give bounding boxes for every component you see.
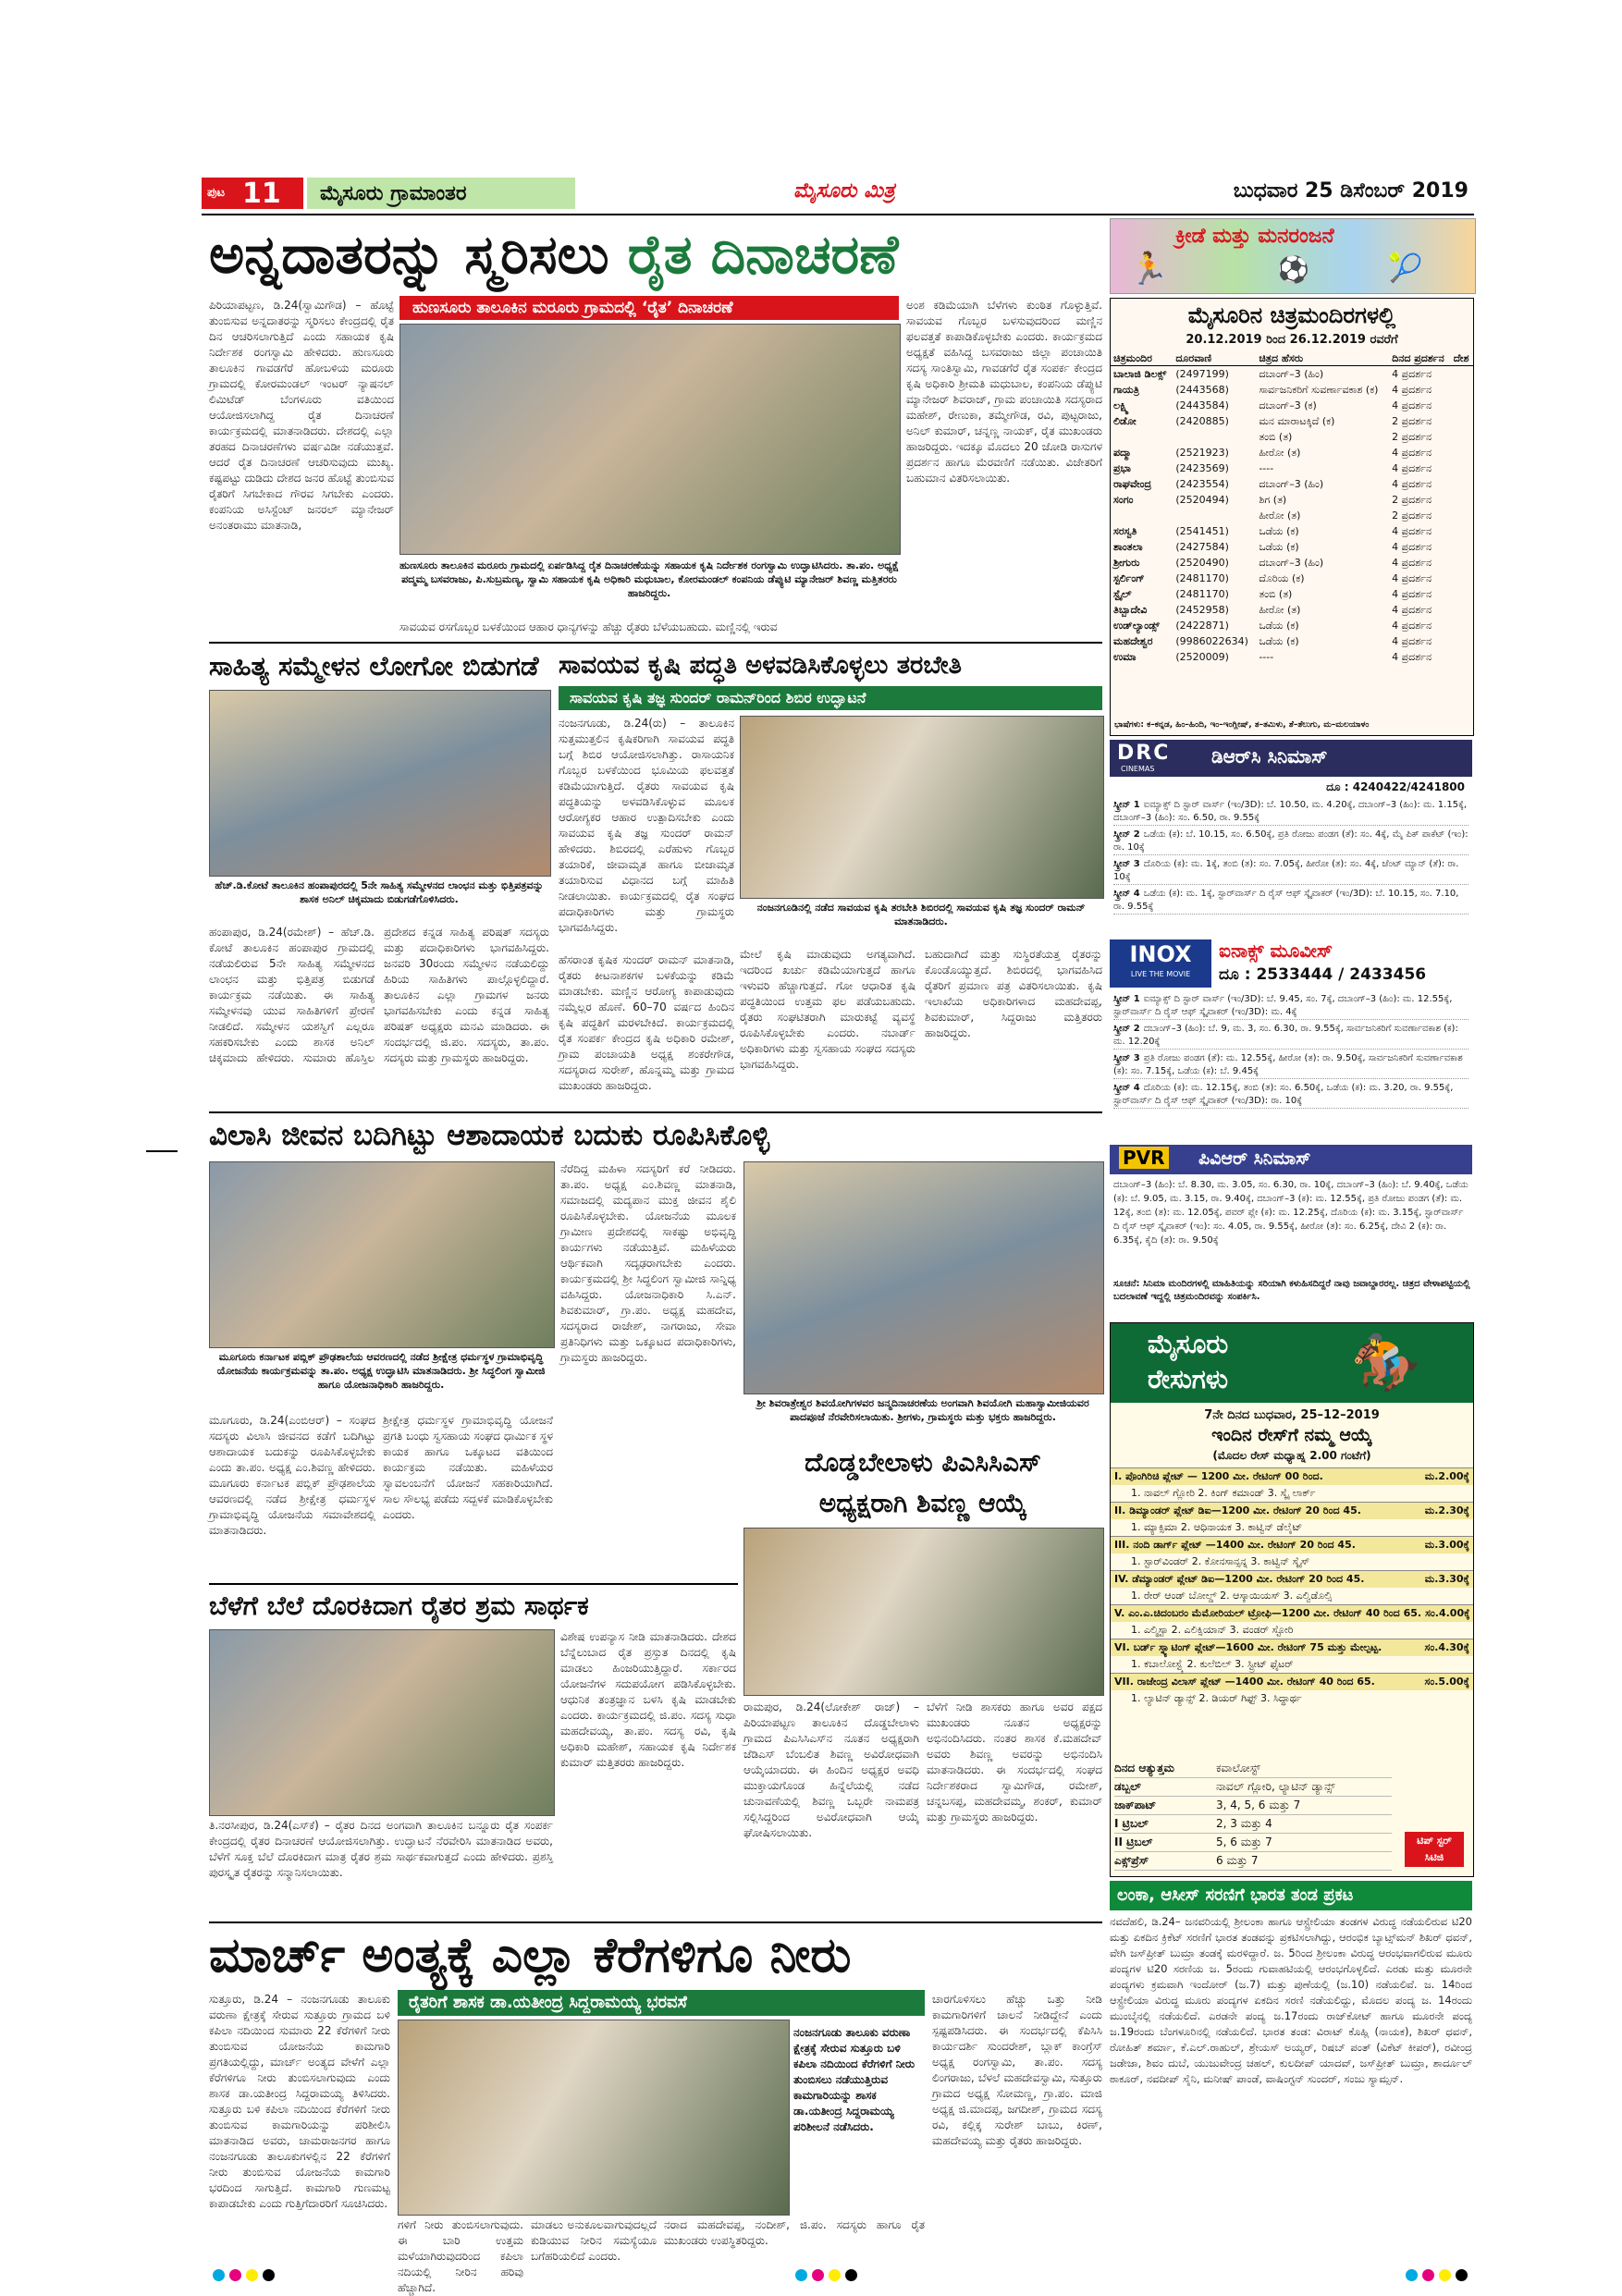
cinema-cell: ದಬಾಂಗ್–3 (ಹಿಂ) [1259,368,1324,380]
lead-photo-caption: ಹುಣಸೂರು ತಾಲೂಕಿನ ಮರೂರು ಗ್ರಾಮದಲ್ಲಿ ಏರ್ಪಡಿಸಿದ್ದ ರೈತ ದಿನಾಚರಣೆಯನ್ನು ಸಹಾಯಕ ಕೃಷಿ ನಿರ್ದೇಶಕ ರಂಗಸ್ವಾಮಿ ಉದ್ಘಾಟಿಸಿದರು. ತಾ.ಪಂ. ಅಧ್ಯಕ್ಷೆ ಪದ್ಮಮ್ಮ ಬಸವರಾಜು, ಪಿ.ಸುಬ್ರಮಣ್ಯ, ಸ್ವಾಮಿ ಸಹಾಯಕ ಕೃಷಿ ಅಧಿಕಾರಿ ಮಧುಬಾಲ, ಕೋರಮಂಡಲ್ ಕಂಪನಿಯ ಡೆಪ್ಯುಟಿ ಮ್ಯಾನೇಜರ್ ಶಿವಣ್ಣ ಮತ್ತಿತರರು ಹಾಜರಿದ್ದರು. [399,559,899,599]
cinema-box [1110,298,1474,736]
race-row-text: III. ನಂದಿ ಡಾರ್ಗ್ ಪ್ಲೇಟ್ —1400 ಮೀ. ರೇಟಿಂಗ್ 20 ರಿಂದ 45. [1114,1539,1356,1551]
march-col-2: ಗಳಿಗೆ ನೀರು ತುಂಬಿಸಲಾಗುವುದು. ಈ ಬಾರಿ ಉತ್ತಮ ಮಳೆಯಾಗಿರುವುದರಿಂದ ಕಪಿಲಾ ನದಿಯಲ್ಲಿ ನೀರಿನ ಹರಿವು ಹೆಚ್ಚಾಗಿದೆ. [398,2218,523,2294]
sports-icon-runner: 🏃 [1129,251,1169,288]
cinema-cell: 2 ಪ್ರದರ್ಶನ [1392,510,1432,522]
dodda-headline: ದೊಡ್ಡಬೇಲಾಳು ಪಿಎಸಿಸಿಎಸ್ ಅಧ್ಯಕ್ಷರಾಗಿ ಶಿವಣ್ಣ ಆಯ್ಕೆ [805,1447,1041,1518]
savayava-subhead: ಸಾವಯವ ಕೃಷಿ ತಜ್ಞ ಸುಂದರ್ ರಾಮನ್‌ರಿಂದ ಶಿಬಿರ ಉದ್ಘಾಟನೆ [559,686,1102,710]
race-row [1111,1690,1473,1707]
cinema-cell: 4 ಪ್ರದರ್ಶನ [1392,462,1432,474]
cinema-row [1111,460,1473,476]
cinema-cell: 2 ಪ್ರದರ್ಶನ [1392,431,1432,443]
drc-screen-line [1113,799,1468,826]
cinema-cell: ಶಾಂತಲಾ [1113,541,1143,553]
race-row-text: 1. ಮ್ಯಾಕ್ಸಿಮಾ 2. ಆಧಿನಾಯಕ 3. ಕಾಟ್ವಿನ್ ಡೆಲೈಟ್ [1131,1521,1303,1533]
race-summary-row [1114,1852,1392,1871]
cinema-cell: (2452958) [1175,604,1229,616]
race-summary-label: I ಟ್ರಿಬಲ್ [1114,1817,1149,1830]
race-header: ಮೈಸೂರು ರೇಸುಗಳು 🏇 [1111,1323,1473,1403]
page-date: ಬುಧವಾರ 25 ಡಿಸೆಂಬರ್ 2019 [1233,179,1468,203]
race-summary-value: ನಾವಲ್ ಗ್ಲೋರಿ, ಲ್ಯಾಟಿನ್ ಡ್ಯಾನ್ಸ್ [1216,1780,1335,1793]
cricket-headline-bar: ಲಂಕಾ, ಆಸೀಸ್ ಸರಣಿಗೆ ಭಾರತ ತಂಡ ಪ್ರಕಟ [1110,1881,1472,1910]
drc-screen-line [1113,858,1468,885]
dodda-photo [743,1528,1104,1696]
cinema-row [1111,523,1473,539]
race-row [1111,1639,1473,1656]
cinema-cell: (2443584) [1175,399,1229,411]
cinema-cell: (2481170) [1175,588,1229,600]
row-rule-2 [209,1111,1102,1113]
cinema-row [1111,382,1473,398]
cinema-cell: ಸ್ಟರ್ಲಿಂಗ್ [1113,572,1145,584]
registration-dot [1406,2269,1418,2281]
inox-screen-label: ಸ್ಕ್ರೀನ್ 1 [1113,994,1140,1004]
cinema-row [1111,398,1473,413]
cinema-cell: (2420885) [1175,415,1229,427]
cinema-cell: ಶ್ರೀಗುರು [1113,557,1140,569]
inox-title: ಐನಾಕ್ಸ್ ಮೂವೀಸ್ [1219,939,1333,962]
race-row-time: ಮ.2.30ಕ್ಕೆ [1424,1504,1469,1516]
cinema-row [1111,618,1473,633]
cinema-row [1111,476,1473,492]
horse-icon: 🏇 [1351,1331,1420,1395]
cinema-cell: ಪ್ರಭಾ [1113,462,1131,474]
cinema-cell: ಒಡೆಯ (ಕ) [1259,635,1299,647]
cinema-cell: ಬಾಲಾಜಿ ಡಿಲಕ್ಸ್ [1113,368,1167,380]
belege-headline: ಬೆಳೆಗೆ ಬೆಲೆ ದೊರಕಿದಾಗ ರೈತರ ಶ್ರಮ ಸಾರ್ಥಕ [209,1590,589,1621]
cinema-cell: ರಾಘವೇಂದ್ರ [1113,478,1152,490]
cinema-cell: 4 ಪ್ರದರ್ಶನ [1392,399,1432,411]
race-summary-row [1114,1760,1392,1778]
cinema-row [1111,571,1473,586]
lead-photo [399,324,901,555]
cinema-cell: ಸರಸ್ವತಿ [1113,525,1137,537]
cinema-cell: ಮನ ಮಾರಾಟಕ್ಕಿದೆ (ಕ) [1259,415,1335,427]
race-summary [1114,1760,1392,1871]
lead-col-3: ಅಂಶ ಕಡಿಮೆಯಾಗಿ ಬೆಳೆಗಳು ಕುಂಠಿತ ಗೊಳ್ಳುತ್ತಿವೆ. ಸಾವಯವ ಗೊಬ್ಬರ ಬಳಸುವುದರಿಂದ ಮಣ್ಣಿನ ಫಲವತ್ತತೆ ಕಾಪಾಡಿಕೊಳ್ಳಬೇಕು ಎಂದರು. ಕಾರ್ಯಕ್ರಮದ ಅಧ್ಯಕ್ಷತೆ ವಹಿಸಿದ್ದ ಬಸವರಾಜು ಜಿಲ್ಲಾ ಪಂಚಾಯಿತಿ ಸದಸ್ಯ ಸಾಂತಿಸ್ವಾಮಿ, ಗಾವಡಗೆರೆ ರೈತ ಸಂಪರ್ಕ ಕೇಂದ್ರದ ಕೃಷಿ ಅಧಿಕಾರಿ ಶ್ರೀಮತಿ ಮಧುಬಾಲ, ಕಂಪನಿಯ ಡೆಪ್ಯುಟಿ ಮ್ಯಾನೇಜರ್ ಶಿವರಾಜ್, ಗ್ರಾಮ ಪಂಚಾಯಿತಿ ಸದಸ್ಯರಾದ ಮಹೇಶ್, ರೇಣುಕಾ, ತಮ್ಮೇಗೌಡ, ರವಿ, ಪುಟ್ಟರಾಜು, ಅನಿಲ್ ಕುಮಾರ್, ಚನ್ನಣ್ಣ ನಾಯಕ್, ರೈತ ಮುಖಂಡರು ಹಾಜರಿದ್ದರು. ಇದಕ್ಕೂ ಮೊದಲು 20 ಜೋಡಿ ರಾಸುಗಳ ಪ್ರದರ್ಶನ ಹಾಗೂ ಮೆರವಣಿಗೆ ನಡೆಯಿತು. ವಿಜೇತರಿಗೆ ಬಹುಮಾನ ವಿತರಿಸಲಾಯಿತು. [906,299,1102,485]
cinema-cell: (2520490) [1175,557,1229,569]
cinema-cell: ಶಿಗ (ತ) [1259,494,1287,506]
vilasi-headline: ವಿಲಾಸಿ ಜೀವನ ಬದಿಗಿಟ್ಟು ಆಶಾದಾಯಕ ಬದುಕು ರೂಪಿಸಿಕೊಳ್ಳಿ [209,1119,770,1152]
race-row-time: ಸಂ.4.30ಕ್ಕೆ [1424,1641,1469,1653]
drc-screen-label: ಸ್ಕ್ರೀನ್ 4 [1113,889,1140,899]
cinema-header-cell: ದೇಶ [1451,352,1473,366]
cinema-cell: ---- [1259,651,1274,663]
race-sub: ಇಂದಿನ ರೇಸ್‌ಗೆ ನಮ್ಮ ಆಯ್ಕೆ [1211,1425,1372,1445]
inox-screen-line [1113,1052,1468,1079]
race-row-time: ಮ.3.00ಕ್ಕೆ [1424,1539,1469,1551]
cinema-cell: ಲಕ್ಷ್ಮಿ [1113,399,1129,411]
cinema-cell: ಹೀರೋ (ತ) [1259,604,1301,616]
cinema-cell: (2481170) [1175,572,1229,584]
page-label: ಪುಟ [207,186,226,200]
inox-logo: INOX LIVE THE MOVIE [1110,939,1211,988]
cinema-cell: ಒಡೆಯ (ಕ) [1259,620,1299,632]
inox-screen-line [1113,993,1468,1020]
race-summary-label: ಎಕ್ಸ್‌ಪ್ರೆಸ್ [1114,1854,1149,1867]
belege-col-1: ತಿ.ನರಸೀಪುರ, ಡಿ.24(ಎಸ್‌ಕೆ) – ರೈತರ ದಿನದ ಅಂಗವಾಗಿ ತಾಲೂಕಿನ ಬನ್ನೂರು ರೈತ ಸಂಪರ್ಕ ಕೇಂದ್ರದಲ್ಲಿ ರೈತರ ದಿನಾಚರಣೆ ಆಯೋಜಿಸಲಾಗಿತ್ತು. ಉದ್ಘಾಟನೆ ನೆರವೇರಿಸಿ ಮಾತನಾಡಿದ ಅವರು, ಬೆಳೆಗೆ ಸೂಕ್ತ ಬೆಲೆ ದೊರಕಿದಾಗ ಮಾತ್ರ ರೈತರ ಶ್ರಮ ಸಾರ್ಥಕವಾಗುತ್ತದೆ ಎಂದು ಹೇಳಿದರು. ಪ್ರಶಸ್ತಿ ಪುರಸ್ಕೃತ ರೈತರನ್ನು ಸನ್ಮಾನಿಸಲಾಯಿತು. [209,1819,553,1879]
inox-screen-label: ಸ್ಕ್ರೀನ್ 3 [1113,1053,1140,1063]
cinema-cell: 4 ಪ್ರದರ್ಶನ [1392,651,1432,663]
dodda-col-1: ರಾಮಪುರ, ಡಿ.24(ಲೋಕೇಶ್ ರಾಜ್) – ಪಿರಿಯಾಪಟ್ಟಣ ತಾಲೂಕಿನ ದೊಡ್ಡಬೇಲಾಳು ಗ್ರಾಮದ ಪಿಎಸಿಸಿಎಸ್‌ನ ನೂತನ ಅಧ್ಯಕ್ಷರಾಗಿ ಜೆಡಿಎಸ್ ಬೆಂಬಲಿತ ಶಿವಣ್ಣ ಅವಿರೋಧವಾಗಿ ಆಯ್ಕೆಯಾದರು. ಈ ಹಿಂದಿನ ಅಧ್ಯಕ್ಷರ ಅವಧಿ ಮುಕ್ತಾಯಗೊಂಡ ಹಿನ್ನೆಲೆಯಲ್ಲಿ ನಡೆದ ಚುನಾವಣೆಯಲ್ಲಿ ಶಿವಣ್ಣ ಒಬ್ಬರೇ ನಾಮಪತ್ರ ಸಲ್ಲಿಸಿದ್ದರಿಂದ ಅವಿರೋಧವಾಗಿ ಆಯ್ಕೆ ಘೋಷಿಸಲಾಯಿತು. [743,1701,919,1839]
cinema-note: ಸೂಚನೆ: ಸಿನಿಮಾ ಮಂದಿರಗಳಲ್ಲಿ ಮಾಹಿತಿಯನ್ನು ಸರಿಯಾಗಿ ಕಳುಹಿಸದಿದ್ದರೆ ನಾವು ಜವಾಬ್ದಾರರಲ್ಲ. ಚಿತ್ರದ ವೇಳಾಪಟ್ಟಿಯಲ್ಲಿ ಬದಲಾವಣೆ ಇದ್ದಲ್ಲಿ ಚಿತ್ರಮಂದಿರವನ್ನು ಸಂಪರ್ಕಿಸಿ. [1113,1279,1470,1302]
drc-screen-line [1113,829,1468,855]
inox-phone: ದೂ : 2533444 / 2433456 [1219,965,1427,984]
cinema-row [1111,445,1473,460]
pvr-logo: PVR [1119,1147,1169,1169]
registration-dot [1422,2269,1434,2281]
drc-box [1110,740,1472,936]
march-col-3: ಮಾಡಲು ಅನುಕೂಲವಾಗುವುದಲ್ಲದೆ ಕುಡಿಯುವ ನೀರಿನ ಸಮಸ್ಯೆಯೂ ಬಗೆಹರಿಯಲಿದೆ ಎಂದರು. [531,2218,657,2263]
race-day: 7ನೇ ದಿನದ ಬುಧವಾರ, 25–12–2019 [1204,1408,1380,1422]
cinema-cell: (2422871) [1175,620,1229,632]
cinema-cell: 4 ಪ್ರದರ್ಶನ [1392,604,1432,616]
belege-photo [209,1629,555,1816]
cinema-cell: ಹೀರೋ (ತ) [1259,510,1301,522]
race-row-text: V. ಎಂ.ಎ.ಚಿದಂಬರಂ ಮೆಮೋರಿಯಲ್ ಟ್ರೋಫಿ—1200 ಮೀ. ರೇಟಿಂಗ್ 40 ರಿಂದ 65. [1114,1607,1422,1619]
drc-logo-sub: CINEMAS [1121,765,1155,773]
drc-phone: ದೂ : 4240422/4241800 [1326,780,1465,793]
cricket-text: ನವದೆಹಲಿ, ಡಿ.24– ಜನವರಿಯಲ್ಲಿ ಶ್ರೀಲಂಕಾ ಹಾಗೂ ಆಸ್ಟ್ರೇಲಿಯಾ ತಂಡಗಳ ವಿರುದ್ಧ ನಡೆಯಲಿರುವ ಟಿ20 ಮತ್ತು ಏಕದಿನ ಕ್ರಿಕೆಟ್ ಸರಣಿಗೆ ಭಾರತ ತಂಡವನ್ನು ಪ್ರಕಟಿಸಲಾಗಿದ್ದು, ಆರಂಭಿಕ ಬ್ಯಾಟ್ಸ್‌ಮನ್ ಶಿಖರ್ ಧವನ್, ವೇಗಿ ಜಸ್‌ಪ್ರೀತ್ ಬುಮ್ರಾ ತಂಡಕ್ಕೆ ಮರಳಿದ್ದಾರೆ. ಜ. 5ರಿಂದ ಶ್ರೀಲಂಕಾ ವಿರುದ್ಧ ಆರಂಭವಾಗಲಿರುವ ಮೂರು ಪಂದ್ಯಗಳ ಟಿ20 ಸರಣಿಯ ಜ. 5ರಂದು ಗುವಾಹಟಿಯಲ್ಲಿ ಆರಂಭಗೊಳ್ಳಲಿದೆ. ಎರಡು ಮತ್ತು ಮೂರನೇ ಪಂದ್ಯಗಳು ಕ್ರಮವಾಗಿ ಇಂದೋರ್ (ಜ.7) ಮತ್ತು ಪುಣೆಯಲ್ಲಿ (ಜ.10) ನಡೆಯಲಿವೆ. ಜ. 14ರಿಂದ ಆಸ್ಟ್ರೇಲಿಯಾ ವಿರುದ್ಧ ಮೂರು ಪಂದ್ಯಗಳ ಏಕದಿನ ಸರಣಿ ನಡೆಯಲಿದ್ದು, ಮೊದಲ ಪಂದ್ಯ ಜ. 14ರಂದು ಮುಂಬೈನಲ್ಲಿ ನಡೆಯಲಿದೆ. ಎರಡನೇ ಪಂದ್ಯ ಜ.17ರಂದು ರಾಜ್‌ಕೋಟ್ ಹಾಗೂ ಮೂರನೇ ಪಂದ್ಯ ಜ.19ರಂದು ಬೆಂಗಳೂರಿನಲ್ಲಿ ನಡೆಯಲಿದೆ. ಭಾರತ ತಂಡ: ವಿರಾಟ್ ಕೊಹ್ಲಿ (ನಾಯಕ), ಶಿಖರ್ ಧವನ್, ರೋಹಿತ್ ಶರ್ಮಾ, ಕೆ.ಎಲ್.ರಾಹುಲ್, ಶ್ರೇಯಸ್ ಅಯ್ಯರ್, ರಿಷಬ್ ಪಂತ್ (ವಿಕೆಟ್ ಕೀಪರ್), ರವೀಂದ್ರ ಜಡೇಜಾ, ಶಿವಂ ದುಬೆ, ಯುಜುವೇಂದ್ರ ಚಹಲ್, ಕುಲದೀಪ್ ಯಾದವ್, ಜಸ್‌ಪ್ರೀತ್ ಬುಮ್ರಾ, ಶಾರ್ದೂಲ್ ಠಾಕೂರ್, ನವದೀಪ್ ಸೈನಿ, ಮನೀಷ್ ಪಾಂಡೆ, ವಾಷಿಂಗ್ಟನ್ ಸುಂದರ್, ಸಂಜು ಸ್ಯಾಮ್ಸನ್. [1110,1915,1472,2085]
lead-subhead: ಹುಣಸೂರು ತಾಲೂಕಿನ ಮರೂರು ಗ್ರಾಮದಲ್ಲಿ ‘ರೈತ’ ದಿನಾಚರಣೆ [399,296,899,320]
cinema-cell: 4 ಪ್ರದರ್ಶನ [1392,478,1432,490]
row-rule-4 [209,1922,1102,1923]
cinema-cell: ಹೀರೋ (ತ) [1259,447,1301,459]
cinema-cell: 4 ಪ್ರದರ್ಶನ [1392,541,1432,553]
cinema-cell: ಲಿಡೋ [1113,415,1137,427]
cinema-cell: ತಂಬಿ (ತ) [1259,588,1293,600]
march-col-4: ನರಾದ ಮಹದೇವಪ್ಪ, ನಂದೀಶ್, ಜಿ.ಪಂ. ಸದಸ್ಯರು ಹಾಗೂ ರೈತ ಮುಖಂಡರು ಉಪಸ್ಥಿತರಿದ್ದರು. [664,2218,925,2247]
drc-bar [1110,740,1472,777]
cinema-cell: (9986022634) [1175,635,1248,647]
header-rule [202,214,1474,215]
race-summary-row [1114,1797,1392,1815]
registration-dot [829,2269,841,2281]
cinema-header-cell: ದಿನದ ಪ್ರದರ್ಶನ [1389,352,1451,366]
cinema-row [1111,586,1473,602]
savayava-col-4: ಬಹುದಾಗಿದೆ ಮತ್ತು ಸುಸ್ಥಿರತೆಯತ್ತ ರೈತರನ್ನು ಕೊಂಡೊಯ್ಯುತ್ತದೆ. ಶಿಬಿರದಲ್ಲಿ ಭಾಗವಹಿಸಿದ ರೈತರಿಗೆ ಪ್ರಮಾಣ ಪತ್ರ ವಿತರಿಸಲಾಯಿತು. ಕೃಷಿ ಇಲಾಖೆಯ ಅಧಿಕಾರಿಗಳಾದ ಮಹದೇವಪ್ಪ, ಶಿವಕುಮಾರ್, ಸಿದ್ದರಾಜು ಮತ್ತಿತರರು ಹಾಜರಿದ್ದರು. [925,948,1102,1039]
inox-screen-shows: ದೊರಿಯ (ಕ): ಮ. 12.15ಕ್ಕೆ, ತಂಬಿ (ತ): ಸಂ. 6.50ಕ್ಕೆ, ಒಡೆಯ (ಕ): ಮ. 3.20, ರಾ. 9.55ಕ್ಕೆ, ಸ್ಟಾರ್‌ವಾರ್ಸ್ ದಿ ರೈಸ್ ಆಫ್ ಸ್ಕೈವಾಕರ್ (ಇಂ/3D): ರಾ. 10ಕ್ಕೆ [1113,1083,1454,1106]
race-row-text: VI. ಬರ್ಡ್ ಸ್ನ್ಯಾಟಿಂಗ್ ಪ್ಲೇಟ್—1600 ಮೀ. ರೇಟಿಂಗ್ 75 ಮತ್ತು ಮೇಲ್ಪಟ್ಟ. [1114,1641,1382,1653]
cinema-cell: ಗಾಯತ್ರಿ [1113,384,1139,396]
race-row [1111,1622,1473,1639]
race-row [1111,1519,1473,1536]
registration-dot [812,2269,824,2281]
cinema-cell: ದಬಾಂಗ್–3 (ಕ) [1259,399,1317,411]
march-photo [398,2020,790,2216]
cinema-cell: 4 ಪ್ರದರ್ಶನ [1392,620,1432,632]
vilasi-col-1: ಮೂಗೂರು, ಡಿ.24(ಎಂಬಿಆರ್) – ಸಂಘದ ಸದಸ್ಯರು ವಿಲಾಸಿ ಜೀವನದ ಕಡೆಗೆ ಬದಿಗಿಟ್ಟು ಆಶಾದಾಯಕ ಬದುಕನ್ನು ರೂಪಿಸಿಕೊಳ್ಳಬೇಕು ಎಂದು ತಾ.ಪಂ. ಅಧ್ಯಕ್ಷ ಎಂ.ಶಿವಣ್ಣ ಹೇಳಿದರು. ಮೂಗೂರು ಕರ್ನಾಟಕ ಪಬ್ಲಿಕ್ ಪ್ರೌಢಶಾಲೆಯ ಆವರಣದಲ್ಲಿ ನಡೆದ ಶ್ರೀಕ್ಷೇತ್ರ ಧರ್ಮಸ್ಥಳ ಗ್ರಾಮಾಭಿವೃದ್ಧಿ ಯೋಜನೆಯ ಸಮಾವೇಶದಲ್ಲಿ ಮಾತನಾಡಿದರು. [209,1414,375,1537]
savayava-caption: ನಂಜನಗೂಡಿನಲ್ಲಿ ನಡೆದ ಸಾವಯವ ಕೃಷಿ ತರಬೇತಿ ಶಿಬಿರದಲ್ಲಿ ಸಾವಯವ ಕೃಷಿ ತಜ್ಞ ಸುಂದರ್ ರಾಮನ್ ಮಾತನಾಡಿದರು. [756,902,1086,927]
cinema-row [1111,429,1473,445]
vilasi-photo-1 [209,1161,555,1348]
cinema-cell [1173,508,1256,523]
registration-dots-left [213,2267,279,2285]
cinema-cell: 4 ಪ್ರದರ್ಶನ [1392,635,1432,647]
cinema-cell: (2541451) [1175,525,1229,537]
savayava-photo [740,716,1104,899]
lead-col-1: ಪಿರಿಯಾಪಟ್ಟಣ, ಡಿ.24(ಸ್ವಾಮಿಗೌಡ) – ಹೊಟ್ಟೆ ತುಂಬಿಸುವ ಅನ್ನದಾತರನ್ನು ಸ್ಮರಿಸಲು ಕೇಂದ್ರದಲ್ಲಿ ರೈತ ದಿನ ಆಚರಿಸಲಾಗುತ್ತಿದೆ ಎಂದು ಸಹಾಯಕ ಕೃಷಿ ನಿರ್ದೇಶಕ ರಂಗಸ್ವಾಮಿ ಹೇಳಿದರು. ಹುಣಸೂರು ತಾಲೂಕಿನ ಗಾವಡಗೆರೆ ಹೋಬಳಿಯ ಮರೂರು ಗ್ರಾಮದಲ್ಲಿ ಕೋರಮಂಡಲ್ ಇಂಟರ್ ನ್ಯಾಷನಲ್ ಲಿಮಿಟೆಡ್ ಬೆಂಗಳೂರು ವತಿಯಿಂದ ಆಯೋಜಿಸಲಾಗಿದ್ದ ರೈತ ದಿನಾಚರಣೆ ಕಾರ್ಯಕ್ರಮದಲ್ಲಿ ಮಾತನಾಡಿದರು. ದೇಶದಲ್ಲಿ ಎಲ್ಲಾ ತರಹದ ದಿನಾಚರಣೆಗಳು ವರ್ಷವಿಡೀ ನಡೆಯುತ್ತವೆ. ಆದರೆ ರೈತ ದಿನಾಚರಣೆ ಆಚರಿಸುವುದು ಮುಖ್ಯ. ಕಷ್ಟಪಟ್ಟು ದುಡಿದು ದೇಶದ ಜನರ ಹೊಟ್ಟೆ ತುಂಬಿಸುವ ರೈತರಿಗೆ ಸಿಗಬೇಕಾದ ಗೌರವ ಸಿಗಬೇಕು ಎಂದರು. ಕಂಪನಿಯ ಅಸಿಸ್ಟೆಂಟ್ ಜನರಲ್ ಮ್ಯಾನೇಜರ್ ಅನಂತರಾಮು ಮಾತನಾಡಿ, [209,299,394,532]
drc-screen-shows: ಒಡೆಯ (ಕ): ಬೆ. 10.15, ಸಂ. 6.50ಕ್ಕೆ, ಪ್ರತಿ ರೋಜು ಪಂಡಗ (ತೆ): ಸಂ. 4ಕ್ಕೆ, ಮೈ ಪಿಕ್ ಪಾಕೆಟ್ (ಇಂ): ರಾ. 10ಕ್ಕೆ [1113,829,1468,853]
race-summary-value: 3, 4, 5, 6 ಮತ್ತು 7 [1216,1799,1301,1811]
lead-col-2: ಸಾವಯವ ರಸಗೊಬ್ಬರ ಬಳಕೆಯಿಂದ ಆಹಾರ ಧಾನ್ಯಗಳನ್ನು ಹೆಚ್ಚು ರೈತರು ಬೆಳೆಯಬಹುದು. ಮಣ್ಣಿನಲ್ಲಿ ಇರುವ [399,620,778,633]
tipster-badge: ಟಿಪ್ ಸ್ಟರ್ ಸಿಟಿಜಿ [1405,1832,1464,1867]
cinema-cell: ದಬಾಂಗ್–3 (ಹಿಂ) [1259,557,1324,569]
cinema-row [1111,539,1473,555]
savayava-headline: ಸಾವಯವ ಕೃಷಿ ಪದ್ಧತಿ ಅಳವಡಿಸಿಕೊಳ್ಳಲು ತರಬೇತಿ [559,651,962,680]
cinema-cell: (2520494) [1175,494,1229,506]
inox-screen-shows: ಐಮ್ಯಾಕ್ಸ್ ದಿ ಸ್ಟಾರ್ ವಾರ್ಸ್ (ಇಂ/3D): ಬೆ. 9.45, ಸಂ. 7ಕ್ಕೆ, ದಬಾಂಗ್–3 (ಹಿಂ): ಮ. 12.55ಕ್ಕೆ, ಸ್ಟಾರ್‌ವಾರ್ಸ್ ದಿ ರೈಸ್ ಆಫ್ ಸ್ಕೈವಾಕರ್ (ಇಂ/3D): ಮ. 4ಕ್ಕೆ [1113,994,1453,1017]
race-row [1111,1604,1473,1622]
cinema-cell: 4 ಪ್ರದರ್ಶನ [1392,384,1432,396]
race-row-time: ಮ.3.30ಕ್ಕೆ [1424,1573,1469,1585]
march-subhead: ರೈತರಿಗೆ ಶಾಸಕ ಡಾ.ಯತೀಂದ್ರ ಸಿದ್ದರಾಮಯ್ಯ ಭರವಸೆ [398,1990,925,2016]
cinema-cell: ಸಾರ್ವಜನಿಕರಿಗೆ ಸುವರ್ಣಾವಕಾಶ (ಕ) [1259,384,1379,396]
race-row-text: 1. ನಾವಲ್ ಗ್ಲೋರಿ 2. ಕಿಂಗ್ ಕಮಾಂಡ್ 3. ಸ್ಕೈ ಲಾರ್ಕ್ [1131,1487,1316,1499]
sahitya-photo [209,690,551,877]
race-row [1111,1553,1473,1570]
registration-dot [845,2269,857,2281]
savayava-col-1: ನಂಜನಗೂಡು, ಡಿ.24(ರು) – ತಾಲೂಕಿನ ಸುತ್ತಮುತ್ತಲಿನ ಕೃಷಿಕರಿಗಾಗಿ ಸಾವಯವ ಪದ್ಧತಿ ಬಗ್ಗೆ ಶಿಬಿರ ಆಯೋಜಿಸಲಾಗಿತ್ತು. ರಾಸಾಯನಿಕ ಗೊಬ್ಬರ ಬಳಕೆಯಿಂದ ಭೂಮಿಯ ಫಲವತ್ತತೆ ಕಡಿಮೆಯಾಗುತ್ತಿದೆ. ರೈತರು ಸಾವಯವ ಕೃಷಿ ಪದ್ಧತಿಯನ್ನು ಅಳವಡಿಸಿಕೊಳ್ಳುವ ಮೂಲಕ ಆರೋಗ್ಯಕರ ಆಹಾರ ಉತ್ಪಾದಿಸಬೇಕು ಎಂದು ಸಾವಯವ ಕೃಷಿ ತಜ್ಞ ಸುಂದರ್ ರಾಮನ್ ಹೇಳಿದರು. ಶಿಬಿರದಲ್ಲಿ ಎರೆಹುಳು ಗೊಬ್ಬರ ತಯಾರಿಕೆ, ಜೀವಾಮೃತ ಹಾಗೂ ಬೀಜಾಮೃತ ತಯಾರಿಸುವ ವಿಧಾನದ ಬಗ್ಗೆ ಮಾಹಿತಿ ನೀಡಲಾಯಿತು. ಕಾರ್ಯಕ್ರಮದಲ್ಲಿ ರೈತ ಸಂಘದ ಪದಾಧಿಕಾರಿಗಳು ಮತ್ತು ಗ್ರಾಮಸ್ಥರು ಭಾಗವಹಿಸಿದ್ದರು. [559,717,734,934]
drc-title: ಡಿಆರ್‌ಸಿ ಸಿನಿಮಾಸ್ [1211,745,1328,767]
cinema-cell: ಒಡೆಯ (ಕ) [1259,541,1299,553]
sports-icon-tennis: 🎾 [1388,252,1423,285]
vilasi-col-3: ನೆರೆದಿದ್ದ ಮಹಿಳಾ ಸದಸ್ಯರಿಗೆ ಕರೆ ನೀಡಿದರು. ತಾ.ಪಂ. ಅಧ್ಯಕ್ಷ ಎಂ.ಶಿವಣ್ಣ ಮಾತನಾಡಿ, ಸಮಾಜದಲ್ಲಿ ಮದ್ಯಪಾನ ಮುಕ್ತ ಜೀವನ ಶೈಲಿ ರೂಪಿಸಿಕೊಳ್ಳಬೇಕು. ಯೋಜನೆಯ ಮೂಲಕ ಗ್ರಾಮೀಣ ಪ್ರದೇಶದಲ್ಲಿ ಸಾಕಷ್ಟು ಅಭಿವೃದ್ಧಿ ಕಾರ್ಯಗಳು ನಡೆಯುತ್ತಿವೆ. ಮಹಿಳೆಯರು ಆರ್ಥಿಕವಾಗಿ ಸದೃಢರಾಗಬೇಕು ಎಂದರು. ಕಾರ್ಯಕ್ರಮದಲ್ಲಿ ಶ್ರೀ ಸಿದ್ಧಲಿಂಗ ಸ್ವಾಮೀಜಿ ಸಾನ್ನಿಧ್ಯ ವಹಿಸಿದ್ದರು. ಯೋಜನಾಧಿಕಾರಿ ಸಿ.ಎನ್. ಶಿವಕುಮಾರ್, ಗ್ರಾ.ಪಂ. ಅಧ್ಯಕ್ಷ ಮಹದೇವ, ಸದಸ್ಯರಾದ ರಾಜೇಶ್, ನಾಗರಾಜು, ಸೇವಾ ಪ್ರತಿನಿಧಿಗಳು ಮತ್ತು ಒಕ್ಕೂಟದ ಪದಾಧಿಕಾರಿಗಳು, ಗ್ರಾಮಸ್ಥರು ಹಾಜರಿದ್ದರು. [560,1162,736,1364]
race-summary-label: II ಟ್ರಿಬಲ್ [1114,1836,1153,1848]
drc-screen-label: ಸ್ಕ್ರೀನ್ 2 [1113,829,1140,840]
inox-screen-label: ಸ್ಕ್ರೀನ್ 4 [1113,1083,1140,1093]
cinema-header-cell: ದೂರವಾಣಿ [1173,352,1256,366]
cinema-header-cell: ಚಿತ್ರಮಂದಿರ [1111,352,1173,366]
cinema-cell: ಸಂಗಂ [1113,494,1134,506]
registration-dots-right [1406,2267,1472,2285]
race-row-text: IV. ಡೆಮ್ಯಾಂಡರ್ ಪ್ಲೇಟ್ ಡಿಐ—1200 ಮೀ. ರೇಟಿಂಗ್ 20 ರಿಂದ 45. [1114,1573,1365,1585]
registration-dots-center [795,2267,862,2285]
cinema-cell: 2 ಪ್ರದರ್ಶನ [1392,415,1432,427]
race-summary-value: ಕವಾಲೋಸ್ಟ್ [1216,1762,1260,1774]
race-summary-label: ಜಾಕ್‌ಪಾಟ್ [1114,1799,1157,1811]
pvr-bar [1110,1145,1472,1174]
row-rule-3 [209,1583,738,1585]
drc-screen-shows: ಒಡೆಯ (ಕ): ಮ. 1ಕ್ಕೆ, ಸ್ಟಾರ್‌ವಾರ್ಸ್ ದಿ ರೈಸ್ ಆಫ್ ಸ್ಕೈವಾಕರ್ (ಇಂ/3D): ಬೆ. 10.15, ಸಂ. 7.10, ರಾ. 9.55ಕ್ಕೆ [1113,889,1459,912]
page-number-tag [202,178,303,209]
cinema-row [1111,492,1473,508]
row-rule-1 [209,642,1102,644]
race-box [1110,1322,1474,1877]
belege-col-2: ವಿಶೇಷ ಉಪನ್ಯಾಸ ನೀಡಿ ಮಾತನಾಡಿದರು. ದೇಶದ ಬೆನ್ನೆಲುಬಾದ ರೈತ ಪ್ರಸ್ತುತ ದಿನದಲ್ಲಿ ಕೃಷಿ ಮಾಡಲು ಹಿಂಜರಿಯುತ್ತಿದ್ದಾರೆ. ಸರ್ಕಾರದ ಯೋಜನೆಗಳ ಸದುಪಯೋಗ ಪಡಿಸಿಕೊಳ್ಳಬೇಕು. ಆಧುನಿಕ ತಂತ್ರಜ್ಞಾನ ಬಳಸಿ ಕೃಷಿ ಮಾಡಬೇಕು ಎಂದರು. ಕಾರ್ಯಕ್ರಮದಲ್ಲಿ ಜಿ.ಪಂ. ಸದಸ್ಯ ಸುಧಾ ಮಹದೇವಯ್ಯ, ತಾ.ಪಂ. ಸದಸ್ಯ ರವಿ, ಕೃಷಿ ಅಧಿಕಾರಿ ಮಹೇಶ್, ಸಹಾಯಕ ಕೃಷಿ ನಿರ್ದೇಶಕ ಕುಮಾರ್ ಮತ್ತಿತರರು ಹಾಜರಿದ್ದರು. [560,1630,736,1769]
race-row-text: 1. ಸ್ಟಾರ್‌ವಿಂಡರ್ 2. ಕೋನಸಾನ್ಸನ್ನ 3. ಕಾಟ್ವಿನ್ ಸ್ಕೈಸ್ [1131,1555,1310,1567]
page-header [202,174,1474,211]
march-headline: ಮಾರ್ಚ್ ಅಂತ್ಯಕ್ಕೆ ಎಲ್ಲಾ ಕೆರೆಗಳಿಗೂ ನೀರು [209,1928,852,1983]
cinema-cell: (2520009) [1175,651,1229,663]
pvr-box [1110,1145,1472,1274]
vilasi-col-2: ಶ್ರೀಕ್ಷೇತ್ರ ಧರ್ಮಸ್ಥಳ ಗ್ರಾಮಾಭಿವೃದ್ಧಿ ಯೋಜನೆ ಪ್ರಗತಿ ಬಂಧು ಸ್ವಸಹಾಯ ಸಂಘದ ಧಾರ್ಮಿಕ ಸ್ಥಳ ಕಾಯಕ ಹಾಗೂ ಒಕ್ಕೂಟದ ವತಿಯಿಂದ ಕಾರ್ಯಕ್ರಮ ನಡೆಯಿತು. ಮಹಿಳೆಯರ ಸ್ವಾವಲಂಬನೆಗೆ ಯೋಜನೆ ಸಹಕಾರಿಯಾಗಿದೆ. ಸಾಲ ಸೌಲಭ್ಯ ಪಡೆದು ಸದ್ಬಳಕೆ ಮಾಡಿಕೊಳ್ಳಬೇಕು ಎಂದರು. [383,1414,553,1521]
sports-banner: ಕ್ರೀಡೆ ಮತ್ತು ಮನರಂಜನೆ 🏃 ⚽ 🎾 [1110,218,1476,294]
cinema-row [1111,555,1473,571]
sports-icon-ball: ⚽ [1277,254,1309,285]
drc-screen-shows: ದೊರಿಯ (ಕ): ಮ. 1ಕ್ಕೆ, ತಂಬಿ (ತ): ಸಂ. 7.05ಕ್ಕೆ, ಹೀರೋ (ತ): ಸಂ. 4ಕ್ಕೆ, ಜೆಂಟ್ ಮ್ಯಾನ್ (ತೆ): ರಾ. 10ಕ್ಕೆ [1113,859,1459,882]
cinema-row [1111,413,1473,429]
march-photo-caption: ನಂಜನಗೂಡು ತಾಲೂಕು ವರುಣಾ ಕ್ಷೇತ್ರಕ್ಕೆ ಸೇರುವ ಸುತ್ತೂರು ಬಳಿ ಕಪಿಲಾ ನದಿಯಿಂದ ಕೆರೆಗಳಿಗೆ ನೀರು ತುಂಬಿಸಲು ನಡೆಯುತ್ತಿರುವ ಕಾಮಗಾರಿಯನ್ನು ಶಾಸಕ ಡಾ.ಯತೀಂದ್ರ ಸಿದ್ದರಾಮಯ್ಯ ಪರಿಶೀಲನೆ ನಡೆಸಿದರು. [793,2026,915,2133]
drc-logo: DRC [1117,742,1171,765]
cinema-legend: ಭಾಷೆಗಳು: ಕ–ಕನ್ನಡ, ಹಿಂ–ಹಿಂದಿ, ಇಂ–ಇಂಗ್ಲೀಷ್, ತ–ತಮಿಳು, ತೆ–ತೆಲುಗು, ಮ–ಮಲಯಾಳಂ [1114,720,1370,730]
inox-screen-shows: ದಬಾಂಗ್–3 (ಹಿಂ): ಬೆ. 9, ಮ. 3, ಸಂ. 6.30, ರಾ. 9.55ಕ್ಕೆ, ಸಾರ್ವಜನಿಕರಿಗೆ ಸುವರ್ಣಾವಕಾಶ (ಕ): ಮ. 12.20ಕ್ಕೆ [1113,1024,1458,1047]
cinema-cell: (2423569) [1175,462,1229,474]
cinema-cell: 4 ಪ್ರದರ್ಶನ [1392,368,1432,380]
cinema-cell [1111,429,1173,445]
cinema-cell: ಒಡೆಯ (ಕ) [1259,525,1299,537]
drc-screen-label: ಸ್ಕ್ರೀನ್ 1 [1113,800,1140,810]
pvr-listings: ದಬಾಂಗ್–3 (ಹಿಂ): ಬೆ. 8.30, ಮ. 3.05, ಸಂ. 6.30, ರಾ. 10ಕ್ಕೆ, ದಬಾಂಗ್–3 (ಹಿಂ): ಬೆ. 9.40ಕ್ಕೆ, ಒಡೆಯ (ಕ): ಬೆ. 9.05, ಮ. 3.15, ರಾ. 9.40ಕ್ಕೆ, ದಬಾಂಗ್–3 (ಕ): ಮ. 12.55ಕ್ಕೆ, ಪ್ರತಿ ರೋಜು ಪಂಡಗ (ತೆ): ಮ. 12ಕ್ಕೆ, ತಂಬಿ (ತ): ಮ. 12.05ಕ್ಕೆ, ಪವರ್ ಪ್ಲೇ (ಕ): ಮ. 12.25ಕ್ಕೆ, ದೊರಿಯ (ಕ): ಮ. 3.15ಕ್ಕೆ, ಸ್ಟಾರ್‌ವಾರ್ಸ್ ದಿ ರೈಸ್ ಆಫ್ ಸ್ಕೈವಾಕರ್ (ಇಂ): ಸಂ. 4.05, ರಾ. 9.55ಕ್ಕೆ, ಹೀರೋ (ತ): ಸಂ. 6.25ಕ್ಕೆ, ದೇವಿ 2 (ಕ): ರಾ. 6.35ಕ್ಕೆ, ಕೈದಿ (ತ): ರಾ. 9.50ಕ್ಕೆ [1113,1180,1468,1246]
inox-screen-shows: ಪ್ರತಿ ರೋಜು ಪಂಡಗ (ತೆ): ಮ. 12.55ಕ್ಕೆ, ಹೀರೋ (ತ): ರಾ. 9.50ಕ್ಕೆ, ಸಾರ್ವಜನಿಕರಿಗೆ ಸುವರ್ಣಾವಕಾಶ (ಕ): ಸಂ. 7.15ಕ್ಕೆ, ಒಡೆಯ (ಕ): ಬೆ. 9.45ಕ್ಕೆ [1113,1053,1463,1076]
lead-headline: ಅನ್ನದಾತರನ್ನು ಸ್ಮರಿಸಲು ರೈತ ದಿನಾಚರಣೆ [209,223,899,286]
race-row-text: II. ಡಿಮ್ಯಾಂಡರ್ ಪ್ಲೇಟ್ ಡಿಐ—1200 ಮೀ. ರೇಟಿಂಗ್ 20 ರಿಂದ 45. [1114,1504,1361,1516]
race-list [1111,1467,1473,1707]
cinema-table [1111,352,1473,665]
cinema-cell: 4 ಪ್ರದರ್ಶನ [1392,572,1432,584]
race-summary-row [1114,1834,1392,1852]
sahitya-caption: ಹೆಚ್.ಡಿ.ಕೋಟೆ ತಾಲೂಕಿನ ಹಂಪಾಪುರದಲ್ಲಿ 5ನೇ ಸಾಹಿತ್ಯ ಸಮ್ಮೇಳನದ ಲಾಂಛನ ಮತ್ತು ಭಿತ್ತಿಪತ್ರವನ್ನು ಶಾಸಕ ಅನಿಲ್ ಚಿಕ್ಕಮಾದು ಬಿಡುಗಡೆಗೊಳಿಸಿದರು. [215,879,544,905]
race-summary-value: 2, 3 ಮತ್ತು 4 [1216,1817,1272,1830]
cinema-cell: (2427584) [1175,541,1229,553]
inox-screen-line [1113,1023,1468,1050]
drc-listings [1113,799,1468,917]
savayava-col-2: ಹೆಸರಾಂತ ಕೃಷಿಕ ಸುಂದರ್ ರಾಮನ್ ಮಾತನಾಡಿ, ರೈತರು ಕೀಟನಾಶಕಗಳ ಬಳಕೆಯನ್ನು ಕಡಿಮೆ ಮಾಡಬೇಕು. ಮಣ್ಣಿನ ಆರೋಗ್ಯ ಕಾಪಾಡುವುದು ನಮ್ಮೆಲ್ಲರ ಹೊಣೆ. 60–70 ವರ್ಷದ ಹಿಂದಿನ ಕೃಷಿ ಪದ್ಧತಿಗೆ ಮರಳಬೇಕಿದೆ. ಕಾರ್ಯಕ್ರಮದಲ್ಲಿ ರೈತ ಸಂಪರ್ಕ ಕೇಂದ್ರದ ಕೃಷಿ ಅಧಿಕಾರಿ ರಮೇಶ್, ಗ್ರಾಮ ಪಂಚಾಯತಿ ಅಧ್ಯಕ್ಷ ಶಂಕರೇಗೌಡ, ಸದಸ್ಯರಾದ ಸುರೇಶ್, ಹೊನ್ನಮ್ಮ ಮತ್ತು ಗ್ರಾಮದ ಮುಖಂಡರು ಹಾಜರಿದ್ದರು. [559,953,734,1092]
page-number: 11 [242,178,281,210]
cinema-cell [1173,429,1256,445]
race-row-time: ಸಂ.4.00ಕ್ಕೆ [1425,1607,1470,1619]
inox-screen-label: ಸ್ಕ್ರೀನ್ 2 [1113,1024,1140,1034]
cinema-cell: ಮಹದೇಶ್ವರ [1113,635,1153,647]
cinema-cell: ಸ್ಟೈಲ್ [1113,588,1132,600]
vilasi-caption-1: ಮೂಗೂರು ಕರ್ನಾಟಕ ಪಬ್ಲಿಕ್ ಪ್ರೌಢಶಾಲೆಯ ಆವರಣದಲ್ಲಿ ನಡೆದ ಶ್ರೀಕ್ಷೇತ್ರ ಧರ್ಮಸ್ಥಳ ಗ್ರಾಮಾಭಿವೃದ್ಧಿ ಯೋಜನೆಯ ಕಾರ್ಯಕ್ರಮವನ್ನು ತಾ.ಪಂ. ಅಧ್ಯಕ್ಷ ಉದ್ಘಾಟಿಸಿ ಮಾತನಾಡಿದರು. ಶ್ರೀ ಸಿದ್ಧಲಿಂಗ ಸ್ವಾಮೀಜಿ ಹಾಗೂ ಯೋಜನಾಧಿಕಾರಿ ಹಾಜರಿದ್ದರು. [216,1351,546,1391]
cinema-cell: (2497199) [1175,368,1229,380]
cinema-cell: 4 ಪ್ರದರ್ಶನ [1392,557,1432,569]
race-summary-value: 5, 6 ಮತ್ತು 7 [1216,1836,1272,1848]
registration-dot [1439,2269,1451,2281]
march-col-5: ಚಾರಗೊಳಿಸಲು ಹೆಚ್ಚು ಒತ್ತು ನೀಡಿ ಕಾಮಗಾರಿಗಳಿಗೆ ಚಾಲನೆ ನೀಡಿದ್ದೇನೆ ಎಂದು ಸ್ಪಷ್ಟಪಡಿಸಿದರು. ಈ ಸಂದರ್ಭದಲ್ಲಿ ಕೆಪಿಸಿಸಿ ಕಾರ್ಯದರ್ಶಿ ಸುಂದರೇಶ್, ಬ್ಲಾಕ್ ಕಾಂಗ್ರೆಸ್ ಅಧ್ಯಕ್ಷ ರಂಗಸ್ವಾಮಿ, ತಾ.ಪಂ. ಸದಸ್ಯ ಲಿಂಗರಾಜು, ಬೆಳಲೆ ಮಹದೇವಸ್ವಾಮಿ, ಸುತ್ತೂರು ಗ್ರಾಮದ ಅಧ್ಯಕ್ಷ ಸೋಮಣ್ಣ, ಗ್ರಾ.ಪಂ. ಮಾಜಿ ಅಧ್ಯಕ್ಷ ಜಿ.ಮಾದಪ್ಪ, ಜಗದೀಶ್, ಗ್ರಾಮದ ಸದಸ್ಯ ರವಿ, ಕಲ್ಲಿಕ್ಕ ಸುರೇಶ್ ಬಾಬು, ಕಿರಣ್, ಮಹದೇವಯ್ಯ ಮತ್ತು ರೈತರು ಹಾಜರಿದ್ದರು. [932,1993,1102,2147]
cinema-cell: ---- [1259,462,1274,474]
cinema-header-cell: ಚಿತ್ರದ ಹೆಸರು [1256,352,1389,366]
cinema-cell: ಉಮಾ [1113,651,1137,663]
cinema-row [1111,366,1473,383]
section-tag: ಮೈಸೂರು ಗ್ರಾಮಾಂತರ [307,178,575,209]
margin-tick [146,1150,178,1152]
race-row [1111,1673,1473,1690]
race-summary-label: ದಿನದ ಆತ್ಯುತ್ತಮ [1114,1762,1174,1774]
cinema-cell: ದೊರಿಯ (ಕ) [1259,572,1305,584]
inox-screen-line [1113,1082,1468,1109]
cinema-row [1111,508,1473,523]
drc-screen-label: ಸ್ಕ್ರೀನ್ 3 [1113,859,1140,869]
cinema-cell: 4 ಪ್ರದರ್ಶನ [1392,588,1432,600]
cinema-cell: (2521923) [1175,447,1229,459]
pvr-title: ಪಿವಿಆರ್ ಸಿನಿಮಾಸ್ [1198,1148,1311,1169]
race-row [1111,1570,1473,1588]
cinema-cell: (2443568) [1175,384,1229,396]
race-row-text: 1. ರೇರ್ ಆಂಡ್ ಬೋಲ್ಡ್ 2. ಆಸ್ಕಾಯಿಯಸ್ 3. ಎಲ್ವಿಡೊಲ್ಸಿ [1131,1590,1333,1602]
race-row [1111,1485,1473,1502]
savayava-col-3: ಮೇಲೆ ಕೃಷಿ ಮಾಡುವುದು ಅಗತ್ಯವಾಗಿದೆ. ಇದರಿಂದ ಖರ್ಚು ಕಡಿಮೆಯಾಗುತ್ತದೆ ಹಾಗೂ ಇಳುವರಿ ಹೆಚ್ಚಾಗುತ್ತದೆ. ಗೋ ಆಧಾರಿತ ಕೃಷಿ ಪದ್ಧತಿಯಿಂದ ಉತ್ತಮ ಫಲ ಪಡೆಯಬಹುದು. ರೈತರು ಸಂಘಟಿತರಾಗಿ ಮಾರುಕಟ್ಟೆ ವ್ಯವಸ್ಥೆ ರೂಪಿಸಿಕೊಳ್ಳಬೇಕು ಎಂದರು. ನಬಾರ್ಡ್ ಅಧಿಕಾರಿಗಳು ಮತ್ತು ಸ್ವಸಹಾಯ ಸಂಘದ ಸದಸ್ಯರು ಭಾಗವಹಿಸಿದ್ದರು. [740,948,915,1071]
registration-dot [229,2269,241,2281]
cinema-cell: ತಂಬಿ (ತ) [1259,431,1293,443]
march-col-1: ಸುತ್ತೂರು, ಡಿ.24 – ನಂಜನಗೂಡು ತಾಲೂಕು ವರುಣಾ ಕ್ಷೇತ್ರಕ್ಕೆ ಸೇರುವ ಸುತ್ತೂರು ಗ್ರಾಮದ ಬಳಿ ಕಪಿಲಾ ನದಿಯಿಂದ ಸುಮಾರು 22 ಕೆರೆಗಳಿಗೆ ನೀರು ತುಂಬಿಸುವ ಯೋಜನೆಯ ಕಾಮಗಾರಿ ಪ್ರಗತಿಯಲ್ಲಿದ್ದು, ಮಾರ್ಚ್ ಅಂತ್ಯದ ವೇಳೆಗೆ ಎಲ್ಲಾ ಕೆರೆಗಳಿಗೂ ನೀರು ತುಂಬಿಸಲಾಗುವುದು ಎಂದು ಶಾಸಕ ಡಾ.ಯತೀಂದ್ರ ಸಿದ್ದರಾಮಯ್ಯ ತಿಳಿಸಿದರು. ಸುತ್ತೂರು ಬಳಿ ಕಪಿಲಾ ನದಿಯಿಂದ ಕೆರೆಗಳಿಗೆ ನೀರು ತುಂಬಿಸುವ ಕಾಮಗಾರಿಯನ್ನು ಪರಿಶೀಲಿಸಿ ಮಾತನಾಡಿದ ಅವರು, ಚಾಮರಾಜನಗರ ಹಾಗೂ ನಂಜನಗೂಡು ತಾಲೂಕುಗಳಲ್ಲಿನ 22 ಕೆರೆಗಳಿಗೆ ನೀರು ತುಂಬಿಸುವ ಯೋಜನೆಯ ಕಾಮಗಾರಿ ಭರದಿಂದ ಸಾಗುತ್ತಿದೆ. ಕಾಮಗಾರಿ ಗುಣಮಟ್ಟ ಕಾಪಾಡಬೇಕು ಎಂದು ಗುತ್ತಿಗೆದಾರರಿಗೆ ಸೂಚಿಸಿದರು. [209,1993,390,2210]
cinema-cell: ತಿಬ್ಬಾದೇವಿ [1113,604,1148,616]
cinema-cell: 4 ಪ್ರದರ್ಶನ [1392,447,1432,459]
race-row [1111,1536,1473,1553]
race-row [1111,1467,1473,1485]
race-summary-value: 6 ಮತ್ತು 7 [1216,1854,1259,1867]
race-row [1111,1502,1473,1519]
cinema-row [1111,602,1473,618]
registration-dot [795,2269,807,2281]
race-summary-label: ಡಬ್ಬಲ್ [1114,1780,1141,1793]
cinema-cell: ದಬಾಂಗ್–3 (ಹಿಂ) [1259,478,1324,490]
drc-screen-shows: ಐಮ್ಯಾಕ್ಸ್ ದಿ ಸ್ಟಾರ್ ವಾರ್ಸ್ (ಇಂ/3D): ಬೆ. 10.50, ಮ. 4.20ಕ್ಕೆ, ದಬಾಂಗ್–3 (ಹಿಂ): ಮ. 1.15ಕ್ಕೆ, ದಬಾಂಗ್–3 (ಹಿಂ): ಸಂ. 6.50, ರಾ. 9.55ಕ್ಕೆ [1113,800,1468,823]
cinema-row [1111,633,1473,649]
cinema-cell: 2 ಪ್ರದರ್ಶನ [1392,494,1432,506]
race-row-text: VII. ರಾಜೇಂದ್ರ ವಿಲಾಸ್ ಪ್ಲೇಟ್ —1400 ಮೀ. ರೇಟಿಂಗ್ 40 ರಿಂದ 65. [1114,1676,1375,1688]
race-summary-row [1114,1778,1392,1797]
cinema-range: 20.12.2019 ರಿಂದ 26.12.2019 ರವರೆಗೆ [1186,333,1398,347]
cinema-cell: ಉಡ್‌ಲ್ಯಾಂಡ್ಸ್ [1113,620,1160,632]
registration-dot [1456,2269,1468,2281]
vilasi-photo-2 [743,1161,1104,1394]
race-summary-row [1114,1815,1392,1834]
cinema-cell: ಪದ್ಮಾ [1113,447,1132,459]
cinema-cell [1111,508,1173,523]
masthead: ಮೈಸೂರು ಮಿತ್ರ [793,179,895,203]
registration-dot [263,2269,275,2281]
race-row [1111,1588,1473,1604]
registration-dot [246,2269,258,2281]
race-row-text: 1. ಎಲ್ಮಿಸ್ಟಾ 2. ಎಲಿಕ್ಸಿಯಾನ್ 3. ವಂಡರ್ ಸ್ಟೋರಿ [1131,1624,1294,1636]
cinema-row [1111,649,1473,665]
lead-headline-accent: ರೈತ ದಿನಾಚರಣೆ [627,223,899,286]
race-row-text: 1. ಕಬಾಲೋಸ್ಟ್ಕೆ 2. ಕುಲೆಬಿಲ್ 3. ಸ್ಟ್ರೀಟ್ ಫೈಟರ್ [1131,1658,1294,1670]
race-row-time: ಮ.2.00ಕ್ಕೆ [1424,1470,1469,1482]
race-row-time: ಸಂ.5.00ಕ್ಕೆ [1424,1676,1469,1688]
race-sub2: (ಮೊದಲ ರೇಸ್ ಮಧ್ಯಾಹ್ನ 2.00 ಗಂಟೆಗೆ) [1212,1449,1371,1462]
vilasi-caption-2: ಶ್ರೀ ಶಿವರಾತ್ರೇಶ್ವರ ಶಿವಯೋಗಿಗಳವರ ಜನ್ಮದಿನಾಚರಣೆಯ ಅಂಗವಾಗಿ ಶಿವಯೋಗಿ ಮಹಾಸ್ವಾಮೀಜಿಯವರ ಪಾದಪೂಜೆ ನೆರವೇರಿಸಲಾಯಿತು. ಶ್ರೀಗಳು, ಗ್ರಾಮಸ್ಥರು ಮತ್ತು ಭಕ್ತರು ಹಾಜರಿದ್ದರು. [756,1397,1089,1423]
race-row-text: I. ಪೊಂಗಿರಿಚಿ ಪ್ಲೇಟ್ — 1200 ಮೀ. ರೇಟಿಂಗ್ 00 ರಿಂದ. [1114,1470,1323,1482]
drc-screen-line [1113,888,1468,915]
dodda-col-2: ಬೆಳೆಗೆ ನೀಡಿ ಶಾಸಕರು ಹಾಗೂ ಅವರ ಪಕ್ಷದ ಮುಖಂಡರು ನೂತನ ಅಧ್ಯಕ್ಷರನ್ನು ಅಭಿನಂದಿಸಿದರು. ನಂತರ ಶಾಸಕ ಕೆ.ಮಹದೇವ್ ಅವರು ಶಿವಣ್ಣ ಅವರನ್ನು ಅಭಿನಂದಿಸಿ ಮಾತನಾಡಿದರು. ಈ ಸಂದರ್ಭದಲ್ಲಿ ಸಂಘದ ನಿರ್ದೇಶಕರಾದ ಸ್ವಾಮಿಗೌಡ, ರಮೇಶ್, ಚನ್ನಬಸಪ್ಪ, ಮಹದೇವಮ್ಮ, ಶಂಕರ್, ಕುಮಾರ್ ಮತ್ತು ಗ್ರಾಮಸ್ಥರು ಹಾಜರಿದ್ದರು. [927,1701,1102,1823]
inox-listings [1113,993,1468,1111]
cinema-cell: (2423554) [1175,478,1229,490]
inox-box [1110,939,1472,1141]
cinema-cell: 4 ಪ್ರದರ್ಶನ [1392,525,1432,537]
registration-dot [213,2269,225,2281]
sahitya-text: ಹಂಪಾಪುರ, ಡಿ.24(ರಮೇಶ್) – ಹೆಚ್.ಡಿ. ಕೋಟೆ ತಾಲೂಕಿನ ಹಂಪಾಪುರ ಗ್ರಾಮದಲ್ಲಿ ನಡೆಯಲಿರುವ 5ನೇ ಸಾಹಿತ್ಯ ಸಮ್ಮೇಳನದ ಲಾಂಛನ ಮತ್ತು ಭಿತ್ತಿಪತ್ರ ಬಿಡುಗಡೆ ಕಾರ್ಯಕ್ರಮ ನಡೆಯಿತು. ಈ ಸಾಹಿತ್ಯ ಸಮ್ಮೇಳನವು ಯುವ ಸಾಹಿತಿಗಳಿಗೆ ಪ್ರೇರಣೆ ನೀಡಲಿದೆ. ಸಮ್ಮೇಳನ ಯಶಸ್ವಿಗೆ ಎಲ್ಲರೂ ಸಹಕರಿಸಬೇಕು ಎಂದು ಶಾಸಕ ಅನಿಲ್ ಚಿಕ್ಕಮಾದು ಹೇಳಿದರು. ಸುಮಾರು ಹೊಸ್ತಿಲ ಪ್ರದೇಶದ ಕನ್ನಡ ಸಾಹಿತ್ಯ ಪರಿಷತ್ ಸದಸ್ಯರು ಮತ್ತು ಪದಾಧಿಕಾರಿಗಳು ಭಾಗವಹಿಸಿದ್ದರು. ಜನವರಿ 30ರಂದು ಸಮ್ಮೇಳನ ನಡೆಯಲಿದ್ದು ಹಿರಿಯ ಸಾಹಿತಿಗಳು ಪಾಲ್ಗೊಳ್ಳಲಿದ್ದಾರೆ. ತಾಲೂಕಿನ ಎಲ್ಲಾ ಗ್ರಾಮಗಳ ಜನರು ಭಾಗವಹಿಸಬೇಕು ಎಂದು ಕನ್ನಡ ಸಾಹಿತ್ಯ ಪರಿಷತ್ ಅಧ್ಯಕ್ಷರು ಮನವಿ ಮಾಡಿದರು. ಈ ಸಂದರ್ಭದಲ್ಲಿ ಜಿ.ಪಂ. ಸದಸ್ಯರು, ತಾ.ಪಂ. ಸದಸ್ಯರು ಮತ್ತು ಗ್ರಾಮಸ್ಥರು ಹಾಜರಿದ್ದರು. [209,926,549,1064]
cinema-title: ಮೈಸೂರಿನ ಚಿತ್ರಮಂದಿರಗಳಲ್ಲಿ [1187,302,1396,328]
race-row-text: 1. ಲ್ಯಾಟಿನ್ ಡ್ಯಾನ್ಸ್ 2. ಡಿಯರ್ ಗಿಫ್ಟ್ 3. ಸಿದ್ಧಾರ್ಥ [1131,1692,1302,1704]
race-row [1111,1656,1473,1673]
sahitya-headline: ಸಾಹಿತ್ಯ ಸಮ್ಮೇಳನ ಲೋಗೋ ಬಿಡುಗಡೆ [209,650,539,681]
